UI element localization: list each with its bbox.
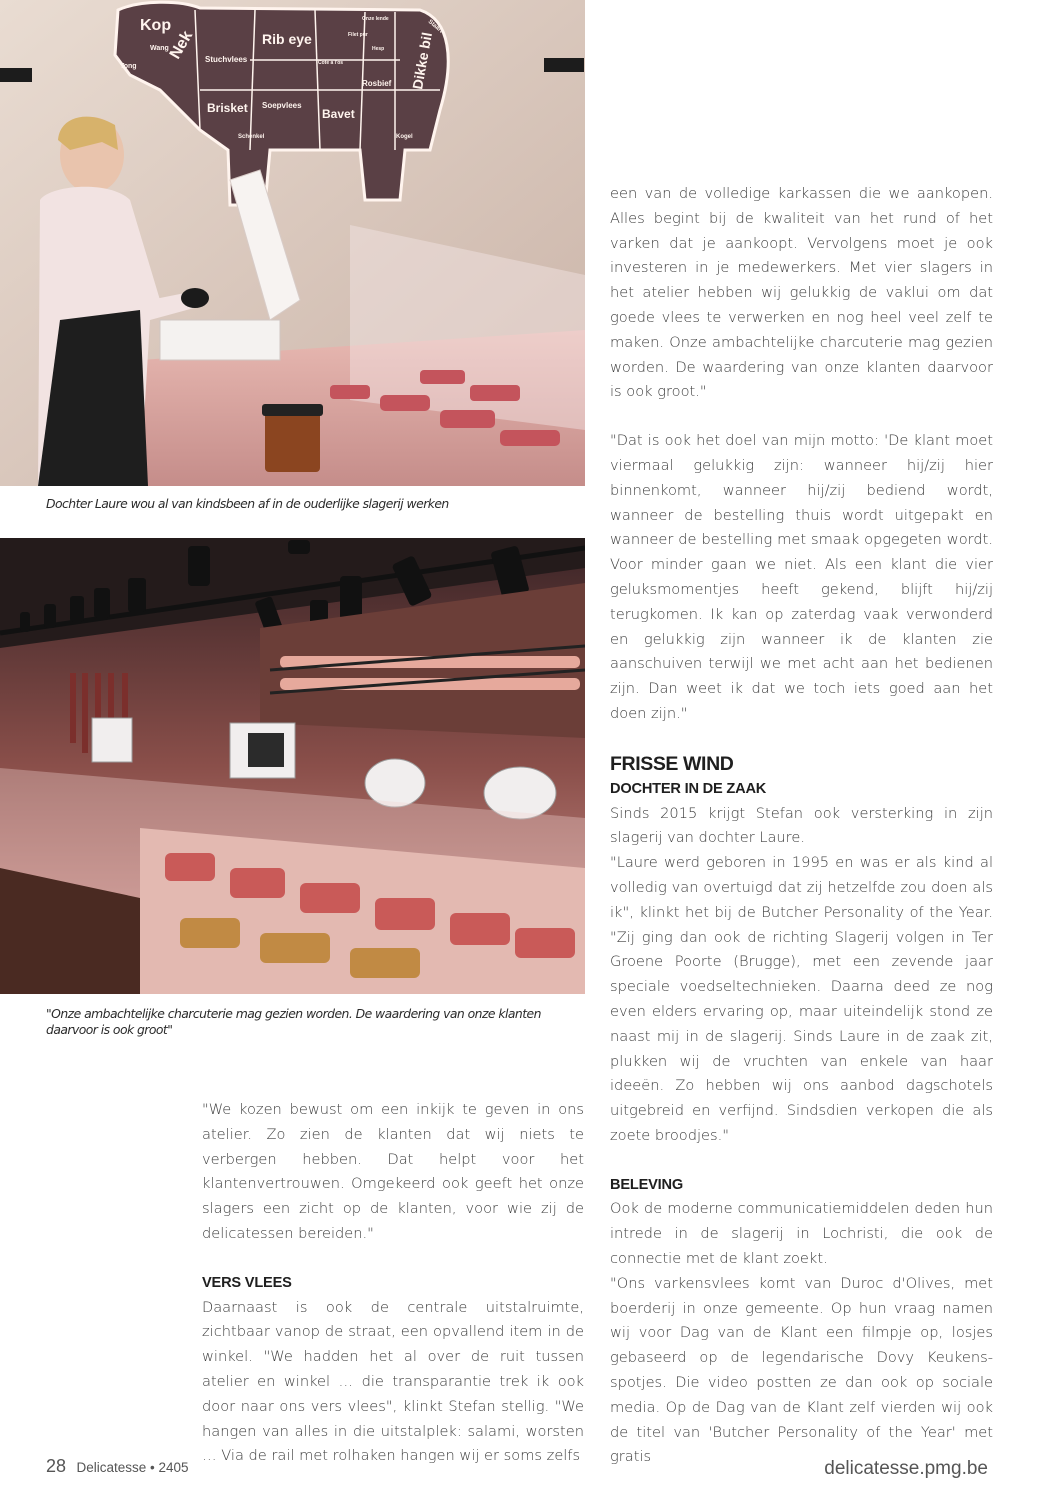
page-number: 28 <box>46 1456 67 1476</box>
butcher-counter-photo <box>0 0 585 486</box>
section-heading: BELEVING <box>610 1176 684 1193</box>
cut-label: Wang <box>150 45 169 52</box>
paragraph: "Dat is ook het doel van mijn motto: 'De klant moet viermaal gelukkig zijn: wanneer hij/zij hier binnenkomt, wanneer hij/zij bediend wordt, wanneer de bestelling thuis wordt uitgepakt en wanneer de bestelling met smaak opgegeten wordt. Voor minder gaan we niet. Als een klant die vier geluksmomentjes heeft gekend, blijft hij/zij terugkomen. Ik kan op zaterdag vaak verwonderd en gelukkig zijn wanneer ik de klanten zie aanschuiven terwijl we met acht aan het bedienen zijn. Dan weet ik dat we toch iets goed aan het doen zijn." <box>610 432 993 722</box>
cut-label: Rib eye <box>262 31 312 47</box>
cut-label: Filet pur <box>348 32 368 38</box>
paragraph: "Ons varkensvlees komt van Duroc d'Olives, met boerderij in onze gemeente. Op hun vraag namen wij voor Dag van de Klant een filmpje op, losjes gebaseerd op de legendarische Dovy Keukens-spotjes. Die video postten ze dan ook op sociale media. Op de Dag van de Klant zelf vierden wij ook de titel van 'Butcher Personality of the Year' met gratis <box>610 1274 993 1466</box>
cut-label: Bavet <box>322 107 355 121</box>
paragraph: "Laure werd geboren in 1995 en was er als kind al volledig van overtuigd dat zij hetzelfde zou doen als ik", klinkt het bij de Butcher Personality of the Year. "Zij ging dan ook de richting Slagerij volgen in Ter Groene Poorte (Brugge), met een zevende jaar speciale voedseltechnieken. Daarna deed ze nog even elders ervaring op, maar uiteindelijk stond ze naast mij in de slagerij. Sinds Laure in de zaak zit, plukken wij de vruchten van enkele van haar ideeën. Zo hebben wij ons aanbod dagschotels uitgebreid en verfijnd. Sindsdien verkopen die als zoete broodjes." <box>610 854 993 1144</box>
cut-label: Soepvlees <box>262 101 302 110</box>
article-column-right <box>610 182 993 1470</box>
cut-label: Rosbief <box>362 79 392 88</box>
article-column-left <box>202 1098 584 1469</box>
cut-label: Tong <box>120 63 137 70</box>
cut-label: Dikke bil <box>409 31 435 91</box>
cut-label: Staart <box>426 18 444 35</box>
photo-caption: Dochter Laure wou al van kindsbeen af in de ouderlijke slagerij werken <box>46 496 449 511</box>
section-heading: FRISSE WIND <box>610 752 734 775</box>
photo-caption: "Onze ambachtelijke charcuterie mag gezien worden. De waardering van onze klanten daarvoor is ook groot" <box>46 1006 541 1037</box>
magazine-issue: Delicatesse • 2405 <box>76 1460 189 1475</box>
cut-label: Schenkel <box>238 134 265 140</box>
butcher-counter-illustration <box>0 0 585 486</box>
paragraph: Daarnaast is ook de centrale uitstalruimte, zichtbaar vanop de straat, een opvallend item in de winkel. "We hadden het al over de ruit tussen atelier en winkel … die transparantie trek ik ook door naar ons vers vlees", klinkt Stefan stellig. "We hangen van alles in die uitstalplek: salami, worsten … Via de rail met rolhaken hangen wij er soms zelfs <box>202 1298 584 1465</box>
page-footer <box>46 1456 189 1477</box>
cut-label: Kogel <box>396 134 413 140</box>
cut-label: Brisket <box>207 101 248 115</box>
shop-interior-photo <box>0 538 585 994</box>
paragraph: een van de volledige karkassen die we aankopen. Alles begint bij de kwaliteit van het rund of het varken dat je aankoopt. Vervolgens moet je ook investeren in je medewerkers. Met vier slagers in het atelier hebben wij gelukkig de vaklui om dat goede vlees te verwerken en nog heel veel zelf te maken. Onze ambachtelijke charcuterie mag gezien worden. De waardering van onze klanten daarvoor is ook groot." <box>610 185 993 401</box>
paragraph: Ook de moderne communicatiemiddelen deden hun intrede in de slagerij in Lochristi, die ook de connectie met de klant zoekt. <box>610 1200 993 1268</box>
shop-interior-illustration <box>0 538 585 994</box>
website-link[interactable]: delicatesse.pmg.be <box>824 1458 988 1479</box>
cut-label: Stuchvlees <box>205 55 248 64</box>
cut-label: Onze lende <box>362 16 389 22</box>
cut-label: Hesp <box>372 46 385 52</box>
paragraph: Sinds 2015 krijgt Stefan ook versterking in zijn slagerij van dochter Laure. <box>610 804 993 847</box>
cut-label: Cote à l'os <box>318 60 344 66</box>
cut-label: Nek <box>166 28 197 62</box>
paragraph: "We kozen bewust om een inkijk te geven in ons atelier. Zo zien de klanten dat wij niets te verbergen hebben. Dat helpt voor het klantenvertrouwen. Omgekeerd ook geeft het onze slagers een zicht op de klanten, voor wie zij de delicatessen bereiden." <box>202 1101 584 1242</box>
cut-label: Kop <box>140 17 172 34</box>
section-subheading: DOCHTER IN DE ZAAK <box>610 780 767 797</box>
section-heading: VERS VLEES <box>202 1274 292 1291</box>
